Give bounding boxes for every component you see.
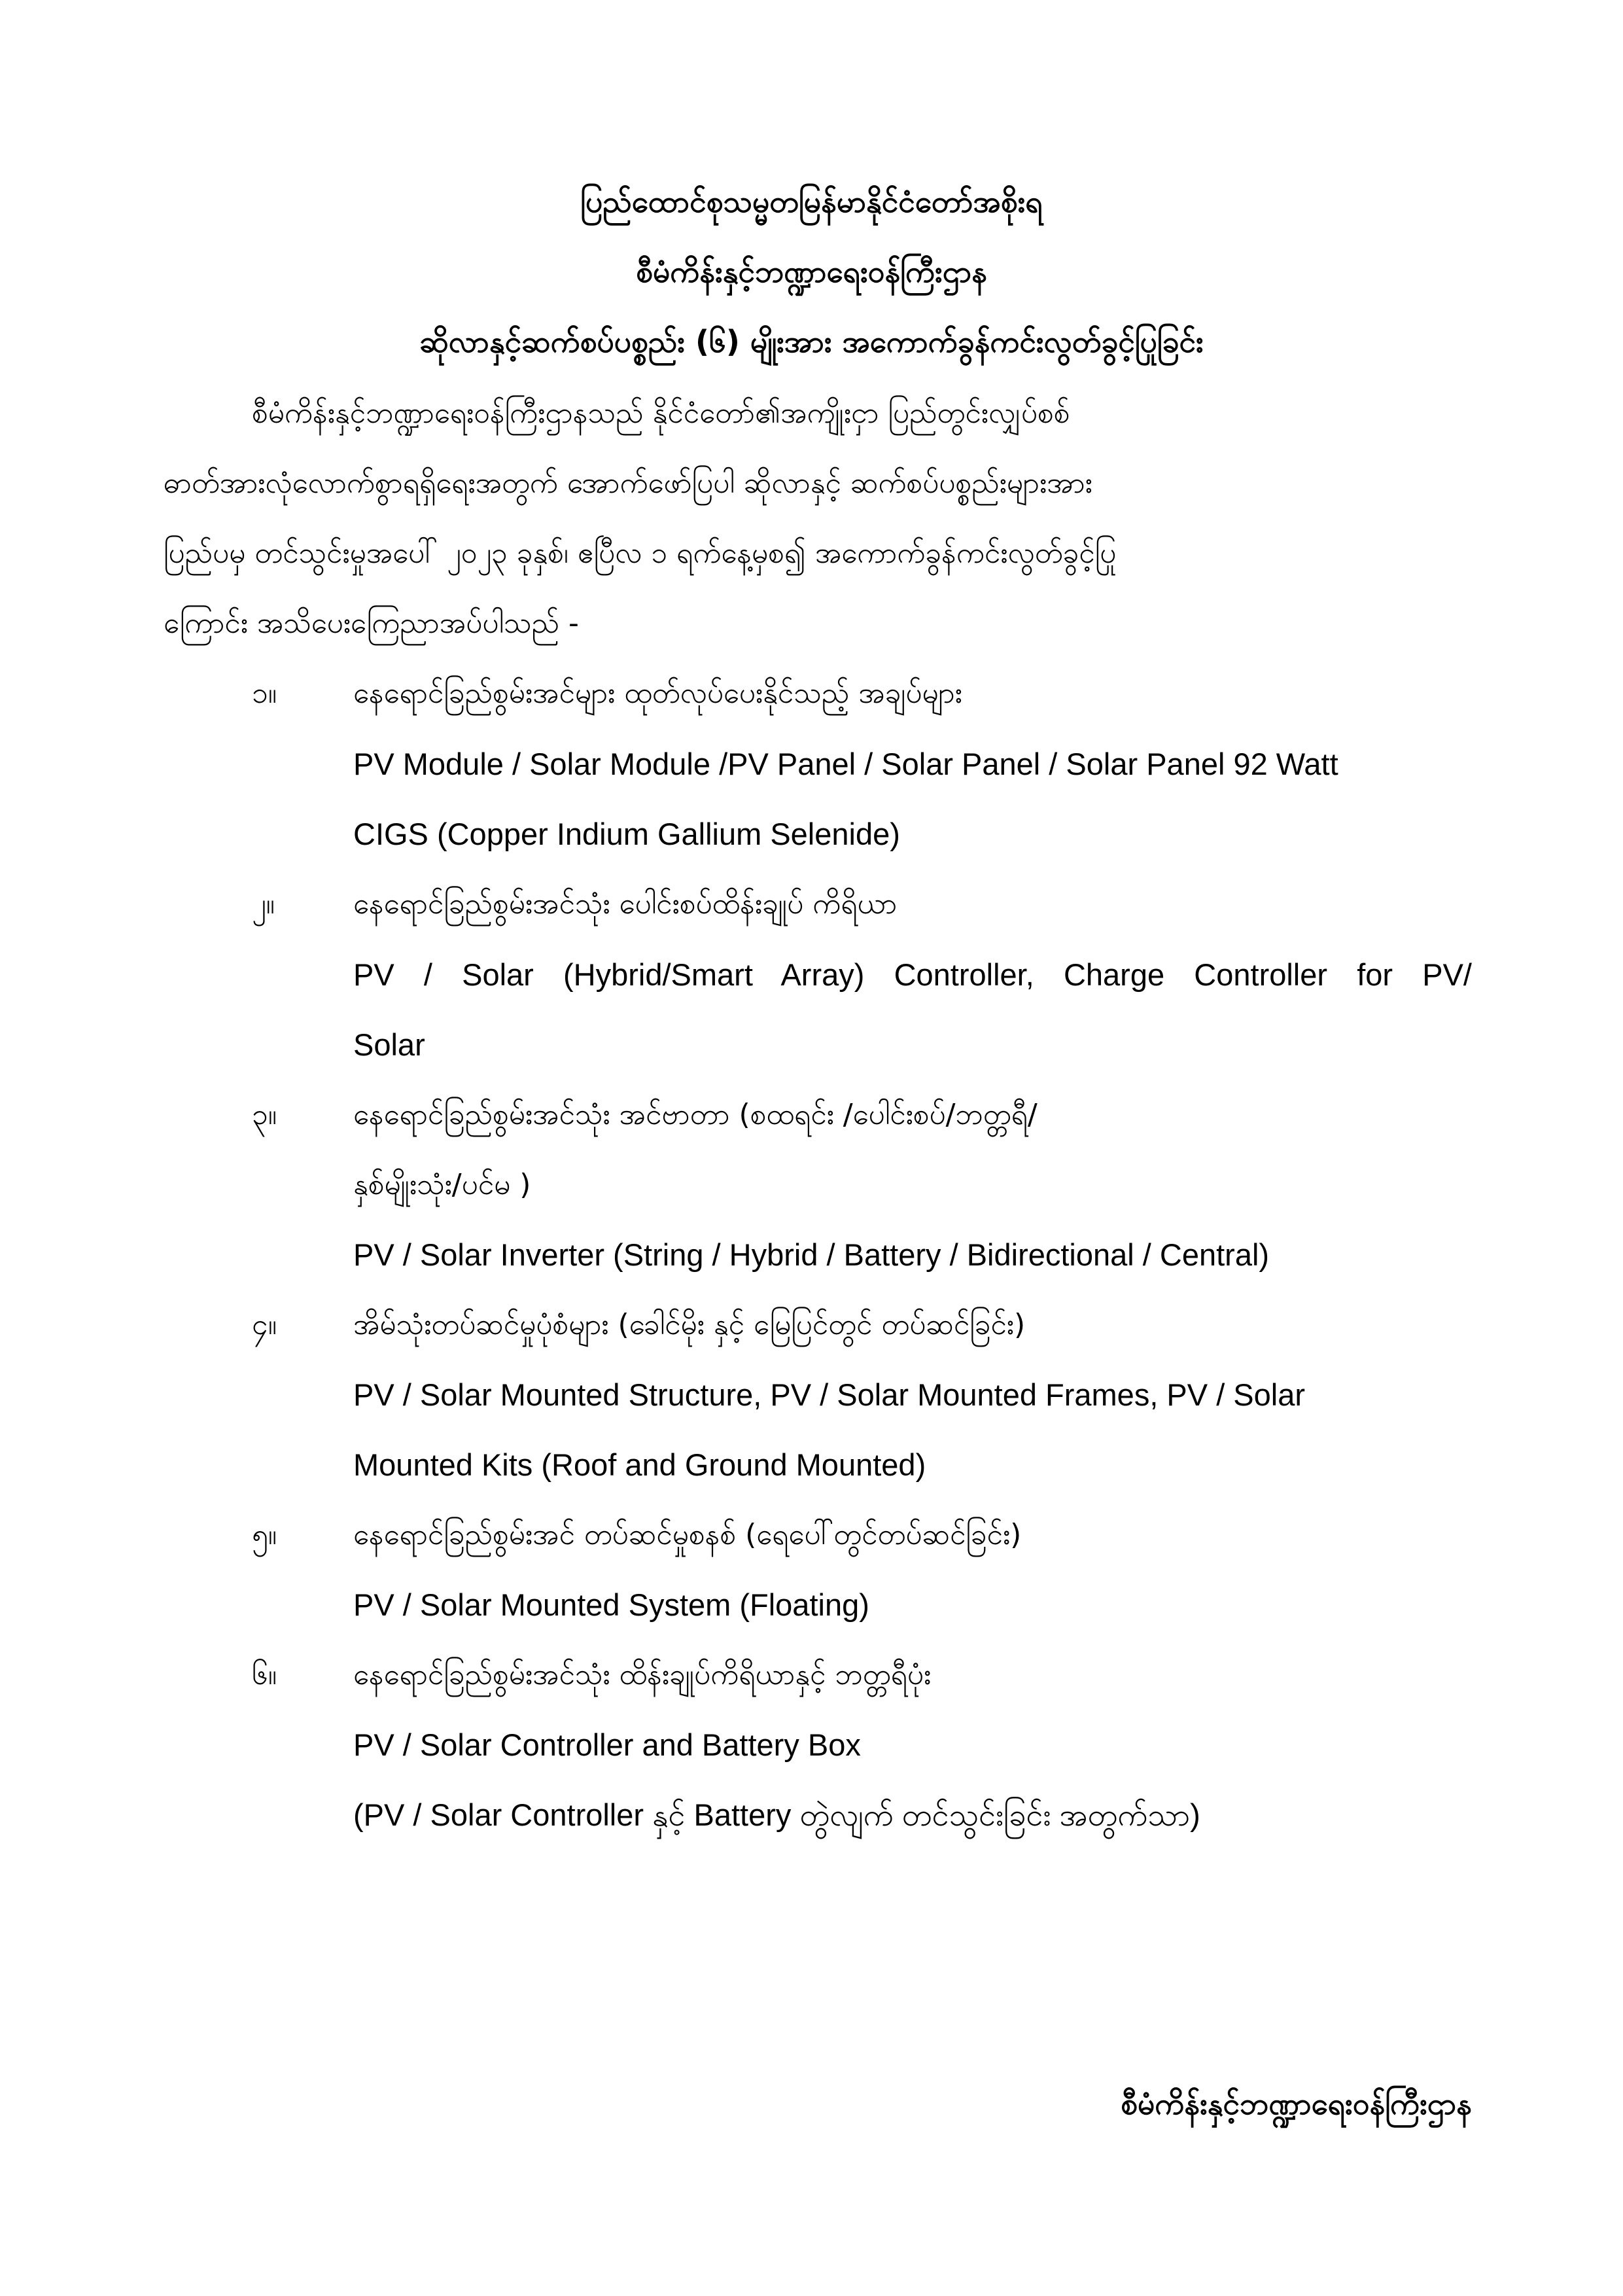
intro-line: ကြောင်း အသိပေးကြေညာအပ်ပါသည် - <box>164 607 579 640</box>
item-title: အိမ်သုံးတပ်ဆင်မှုပုံစံများ (ခေါင်မိုး နှင့် မြေပြင်တွင် တပ်ဆင်ခြင်း) <box>353 1308 1026 1341</box>
item-title-continued: နှစ်မျိုးသုံး/ပင်မ ) <box>353 1168 531 1201</box>
item-title: နေရောင်ခြည်စွမ်းအင် တပ်ဆင်မှုစနစ် (ရေပေါ်တွင်တပ်ဆင်ခြင်း) <box>353 1518 1022 1551</box>
item-number: ၁။ <box>252 677 277 710</box>
item-detail: PV / Solar (Hybrid/Smart Array) Controller, Charge Controller for PV/ <box>353 957 1472 992</box>
item-number: ၆။ <box>252 1658 277 1691</box>
signature-ministry: စီမံကိန်းနှင့်ဘဏ္ဍာရေးဝန်ကြီးဌာန <box>1121 2086 1472 2121</box>
item-detail: PV / Solar Mounted Structure, PV / Solar Mounted Frames, PV / Solar <box>353 1377 1306 1412</box>
item-detail: Mounted Kits (Roof and Ground Mounted) <box>353 1447 926 1482</box>
item-detail: PV / Solar Inverter (String / Hybrid / Battery / Bidirectional / Central) <box>353 1237 1270 1272</box>
announcement-title: ဆိုလာနှင့်ဆက်စပ်ပစ္စည်း (၆) မျိုးအား အကောက်ခွန်ကင်းလွတ်ခွင့်ပြုခြင်း <box>419 324 1204 359</box>
ministry-title: စီမံကိန်းနှင့်ဘဏ္ဍာရေးဝန်ကြီးဌာန <box>636 254 987 289</box>
item-number: ၂။ <box>252 887 275 921</box>
item-number: ၃။ <box>252 1098 277 1131</box>
intro-line: ဓာတ်အားလုံလောက်စွာရရှိရေးအတွက် အောက်ဖော်ပြပါ ဆိုလာနှင့် ဆက်စပ်ပစ္စည်းများအား <box>164 467 1092 500</box>
item-number: ၄။ <box>252 1308 277 1341</box>
item-title: နေရောင်ခြည်စွမ်းအင်များ ထုတ်လုပ်ပေးနိုင်သည့် အချပ်များ <box>353 677 962 710</box>
item-detail: PV Module / Solar Module /PV Panel / Solar Panel / Solar Panel 92 Watt <box>353 747 1338 781</box>
item-detail: PV / Solar Controller and Battery Box <box>353 1727 861 1762</box>
item-detail: CIGS (Copper Indium Gallium Selenide) <box>353 817 900 851</box>
intro-line: ပြည်ပမှ တင်သွင်းမှုအပေါ် ၂၀၂၃ ခုနှစ်၊ ဧပြီလ ၁ ရက်နေ့မှစ၍ အကောက်ခွန်ကင်းလွတ်ခွင့်ပြု <box>164 537 1117 570</box>
item-detail: Solar <box>353 1027 425 1062</box>
item-title: နေရောင်ခြည်စွမ်းအင်သုံး ပေါင်းစပ်ထိန်းချုပ် ကိရိယာ <box>353 887 898 921</box>
item-title: နေရောင်ခြည်စွမ်းအင်သုံး ထိန်းချုပ်ကိရိယာနှင့် ဘတ္တရီပုံး <box>353 1658 932 1691</box>
item-detail: (PV / Solar Controller နှင့် Battery တွဲလျက် တင်သွင်းခြင်း အတွက်သာ) <box>353 1797 1200 1832</box>
government-title: ပြည်ထောင်စုသမ္မတမြန်မာနိုင်ငံတော်အစိုးရ <box>580 184 1043 219</box>
item-detail: PV / Solar Mounted System (Floating) <box>353 1587 869 1622</box>
intro-line: စီမံကိန်းနှင့်ဘဏ္ဍာရေးဝန်ကြီးဌာနသည် နိုင်ငံတော်၏အကျိုးငှာ ပြည်တွင်းလျှပ်စစ် <box>252 397 1070 430</box>
item-number: ၅။ <box>252 1518 277 1551</box>
item-title: နေရောင်ခြည်စွမ်းအင်သုံး အင်ဗာတာ (စထရင်း /ပေါင်းစပ်/ဘတ္တရီ/ <box>353 1098 1038 1131</box>
